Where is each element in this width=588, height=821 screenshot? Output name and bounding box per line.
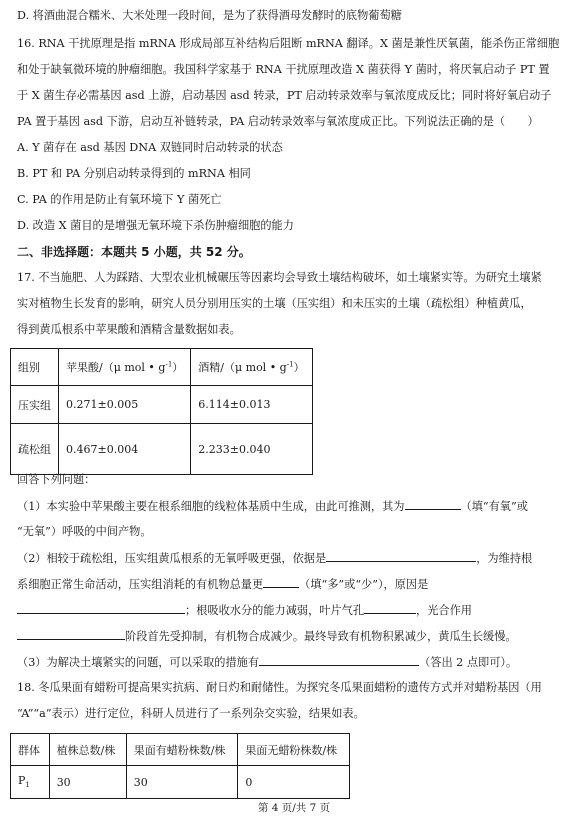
answer-blank-5[interactable] (364, 602, 416, 614)
option-15d: D. 将酒曲混合糯米、大米处理一段时间，是为了获得酒母发酵时的底物葡萄糖 (17, 9, 402, 22)
table-row (11, 766, 350, 799)
q16-stem-line-1: 16. RNA 干扰原理是指 mRNA 形成局部互补结构后阻断 mRNA 翻译。X 菌是兼性厌氧菌，能杀伤正常细胞 (17, 37, 560, 50)
header-population: 群体 (11, 734, 50, 766)
header-total-plants: 植株总数/株 (49, 734, 126, 766)
q17-intro-line-3: 得到黄瓜根系中苹果酸和酒精含量数据如表。 (17, 323, 241, 336)
answer-blank-7[interactable] (259, 654, 419, 666)
q16-stem-line-2: 和处于缺氧微环境的肿瘤细胞。我国科学家基于 RNA 干扰原理改造 X 菌获得 Y 菌时，将厌氧启动子 PT 置 (17, 63, 550, 76)
option-16a: A. Y 菌存在 asd 基因 DNA 双链同时启动转录的状态 (17, 141, 283, 154)
table-row (11, 386, 313, 424)
q17-part2-line-4: 阶段首先受抑制，有机物合成减少。最终导致有机物积累减少，黄瓜生长缓慢。 (17, 628, 574, 644)
q18-intro-line-2: “A”“a”表示）进行定位，科研人员进行了一系列杂交实验，结果如表。 (17, 707, 365, 720)
cell-total-plants: 30 (49, 766, 126, 799)
cell-population: $P_1$ (11, 766, 50, 799)
q18-intro-line-1: 18. 冬瓜果面有蜡粉可提高果实抗病、耐日灼和耐储性。为探究冬瓜果面蜡粉的遗传方式并对蜡粉基因（用 (17, 681, 542, 694)
option-16c: C. PA 的作用是防止有氧环境下 Y 菌死亡 (17, 193, 222, 206)
option-16b: B. PT 和 PA 分别启动转录得到的 mRNA 相同 (17, 167, 251, 180)
table-row (11, 424, 313, 475)
q17-part1-line-1: （1）本实验中苹果酸主要在根系细胞的线粒体基质中生成，由此可推测，其为 （填“有氧”或 (17, 500, 528, 513)
header-ethanol: 酒精/（μ mol • $g^{-1}$） (191, 349, 312, 386)
cell-malate: 0.271±0.005 (59, 386, 191, 424)
table-malate-ethanol (10, 348, 313, 475)
q17-part2-line-2: 系细胞正常生命活动，压实组消耗的有机物总量更 （填“多”或“少”），原因是 (17, 578, 429, 591)
header-without-wax: 果面无蜡粉株数/株 (238, 734, 350, 766)
q17-part3: （3）为解决土壤紧实的问题，可以采取的措施有 （答出 2 点即可）。 (17, 656, 518, 669)
cell-with-wax: 30 (126, 766, 238, 799)
page-footer: 第 4 页/共 7 页 (257, 802, 331, 814)
cell-without-wax: 0 (238, 766, 350, 799)
q17-part1-line-2: “无氧”）呼吸的中间产物。 (17, 525, 152, 538)
q17-intro-line-1: 17. 不当施肥、人为踩踏、大型农业机械碾压等因素均会导致土壤结构破坏，如土壤紧实等。为研究土壤紧 (17, 271, 542, 284)
answer-blank-4[interactable] (17, 602, 185, 614)
table-header-row (11, 349, 313, 386)
answer-blank-6[interactable] (17, 628, 125, 640)
answer-blank-3[interactable] (263, 576, 299, 588)
q17-intro-line-2: 实对植物生长发育的影响，研究人员分别用压实的土壤（压实组）和未压实的土壤（疏松组）种植黄瓜， (17, 297, 532, 310)
header-group: 组别 (11, 349, 59, 386)
option-16d: D. 改造 X 菌目的是增强无氧环境下杀伤肿瘤细胞的能力 (17, 219, 294, 232)
table-wax-powder (10, 733, 350, 799)
cell-malate: 0.467±0.004 (59, 424, 191, 475)
answer-blank-1[interactable] (405, 498, 461, 510)
cell-ethanol: 6.114±0.013 (191, 386, 312, 424)
answer-blank-2[interactable] (326, 550, 476, 562)
table-header-row (11, 734, 350, 766)
header-with-wax: 果面有蜡粉株数/株 (126, 734, 238, 766)
q16-stem-line-4: PA 置于基因 asd 下游，启动互补链转录，PA 启动转录效率与氧浓度成正比。下列说法正确的是（ ） (17, 115, 539, 128)
q17-part2-line-1: （2）相较于疏松组，压实组黄瓜根系的无氧呼吸更强，依据是 ，为维持根 (17, 552, 533, 565)
q16-stem-line-3: 于 X 菌生存必需基因 asd 上游，启动基因 asd 转录，PT 启动转录效率与氧浓度成反比；同时将好氧启动子 (17, 89, 552, 102)
q17-part2-line-3: ；根吸收水分的能力减弱，叶片气孔 ，光合作用 (17, 602, 574, 618)
cell-ethanol: 2.233±0.040 (191, 424, 312, 475)
cell-group: 压实组 (11, 386, 59, 424)
cell-group: 疏松组 (11, 424, 59, 475)
q17-answer-lead: 回答下列问题： (17, 473, 96, 486)
section-heading: 二、非选择题：本题共 5 小题，共 52 分。 (17, 245, 251, 259)
header-malate: 苹果酸/（μ mol • $g^{-1}$） (59, 349, 191, 386)
